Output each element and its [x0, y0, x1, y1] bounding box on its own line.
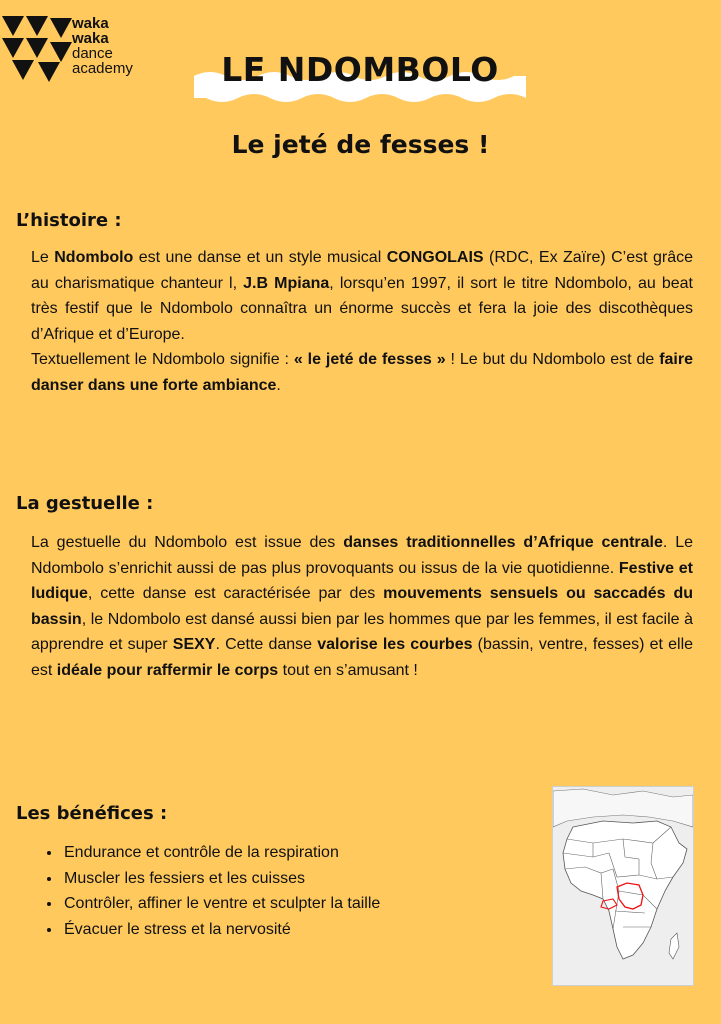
logo-line-4: academy — [72, 60, 133, 77]
bold-phrase: J.B Mpiana — [243, 274, 330, 292]
bold-phrase: Festive et ludique — [31, 559, 693, 602]
logo-line-3: dance — [72, 45, 113, 62]
page-subtitle: Le jeté de fesses ! — [231, 130, 490, 159]
list-item: • Muscler les fessiers et les cuisses — [62, 866, 380, 892]
histoire-paragraph-2: Textuellement le Ndombolo signifie : « le jeté de fesses » ! Le but du Ndombolo est de faire danser dans une forte ambiance. — [31, 351, 693, 394]
histoire-text — [31, 245, 693, 398]
africa-map-icon — [553, 787, 693, 985]
benefits-list — [40, 840, 380, 942]
histoire-paragraph-1: Le Ndombolo est une danse et un style musical CONGOLAIS (RDC, Ex Zaïre) C’est grâce au charismatique chanteur l, J.B Mpiana, lorsqu’en 1997, il sort le titre Ndombolo, au beat très festif que le Ndombolo connaîtra un énorme succès et fera la joie des discothèques d’Afrique et d’Europe. — [31, 249, 694, 343]
africa-map-image — [552, 786, 694, 986]
logo-triangles-icon — [2, 14, 74, 82]
bold-phrase: « le jeté de fesses » — [293, 351, 446, 368]
bold-phrase: danses traditionnelles d’Afrique centrale — [343, 534, 663, 551]
gestuelle-paragraph-1: La gestuelle du Ndombolo est issue des danses traditionnelles d’Afrique centrale. Le Ndombolo s’enrichit aussi de pas plus provoquants ou issus de la vie quotidienne. Festive et ludique, cette danse est caractérisée par des mouvements sensuels ou saccadés du bassin, le Ndombolo est dansé aussi bien par les hommes que par les femmes, il est facile à apprendre et super SEXY. Cette danse valorise les courbes (bassin, ventre, fesses) et elle est idéale pour raffermir le corps tout en s’amusant ! — [31, 534, 694, 679]
section-heading-histoire: L’histoire : — [16, 210, 122, 231]
list-item: • Contrôler, affiner le ventre et sculpter la taille — [62, 891, 380, 917]
logo-line-1: waka — [72, 15, 109, 32]
list-item: • Évacuer le stress et la nervosité — [62, 917, 380, 943]
section-heading-gestuelle: La gestuelle : — [16, 493, 154, 514]
gestuelle-text — [31, 530, 693, 683]
logo-line-2: waka — [72, 30, 109, 47]
bold-phrase: idéale pour raffermir le corps — [56, 661, 279, 679]
list-item: • Endurance et contrôle de la respiration — [62, 840, 380, 866]
bold-phrase: Ndombolo — [54, 249, 134, 266]
bold-phrase: CONGOLAIS — [386, 249, 484, 266]
section-heading-benefices: Les bénéfices : — [16, 803, 168, 824]
bold-phrase: valorise les courbes — [317, 636, 473, 653]
bold-phrase: SEXY — [172, 636, 216, 653]
title-banner — [190, 46, 530, 106]
bold-phrase: mouvements sensuels ou saccadés du bassin — [31, 585, 693, 628]
brand-logo — [2, 14, 152, 94]
page-title: LE NDOMBOLO — [221, 50, 499, 89]
bold-phrase: faire danser dans une forte ambiance — [31, 351, 693, 394]
